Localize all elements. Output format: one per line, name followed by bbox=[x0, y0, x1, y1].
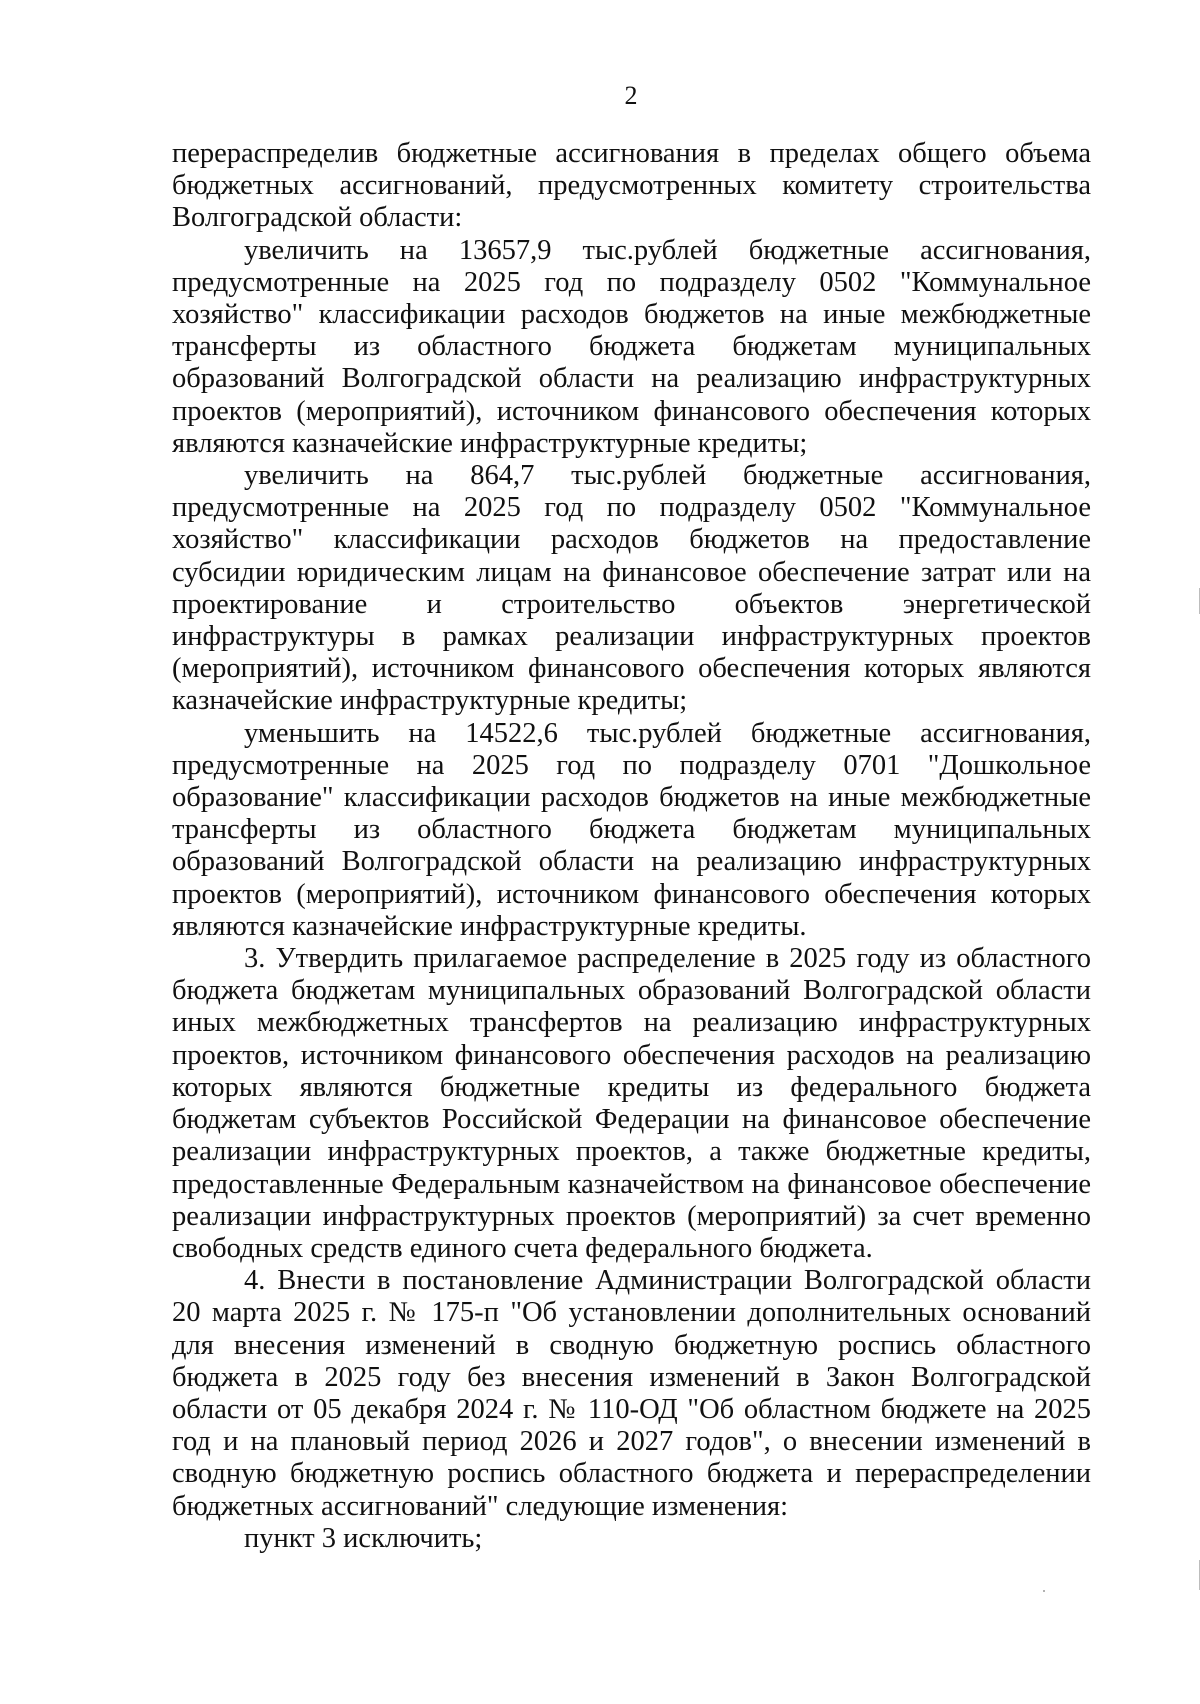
scan-speck bbox=[1043, 1590, 1045, 1592]
paragraph-reallocation-intro: перераспределив бюджетные ассигнования в пределах общего объема бюджетных ассигнований, предусмотренных комитету строительства Волгоградской области: bbox=[172, 138, 1091, 234]
paragraph-item-3: 3. Утвердить прилагаемое распределение в 2025 году из областного бюджета бюджетам муниципальных образований Волгоградской области иных межбюджетных трансфертов на реализацию инфраструктурных проектов, источником финансового обеспечения расходов на реализацию которых являются бюджетные кредиты из федерального бюджета бюджетам субъектов Российской Федерации на финансовое обеспечение реализации инфраструктурных проектов, а также бюджетные кредиты, предоставленные Федеральным казначейством на финансовое обеспечение реализации инфраструктурных проектов (мероприятий) за счет временно свободных средств единого счета федерального бюджета. bbox=[172, 943, 1091, 1264]
paragraph-increase-communal-subsidy: увеличить на 864,7 тыс.рублей бюджетные ассигнования, предусмотренные на 2025 год по подразделу 0502 "Коммунальное хозяйство" классификации расходов бюджетов на предоставление субсидии юридическим лицам на финансовое обеспечение затрат или на проектирование и строительство объектов энергетической инфраструктуры в рамках реализации инфраструктурных проектов (мероприятий), источником финансового обеспечения которых являются казначейские инфраструктурные кредиты; bbox=[172, 460, 1091, 717]
paragraph-exclude-point-3: пункт 3 исключить; bbox=[244, 1522, 483, 1554]
paragraph-increase-communal-transfers: увеличить на 13657,9 тыс.рублей бюджетные ассигнования, предусмотренные на 2025 год по подразделу 0502 "Коммунальное хозяйство" классификации расходов бюджетов на иные межбюджетные трансферты из областного бюджета бюджетам муниципальных образований Волгоградской области на реализацию инфраструктурных проектов (мероприятий), источником финансового обеспечения которых являются казначейские инфраструктурные кредиты; bbox=[172, 234, 1091, 459]
paragraph-item-4: 4. Внести в постановление Администрации Волгоградской области 20 марта 2025 г. № 175-п "Об установлении дополнительных оснований для внесения изменений в сводную бюджетную роспись областного бюджета в 2025 году без внесения изменений в Закон Волгоградской области от 05 декабря 2024 г. № 110-ОД "Об областном бюджете на 2025 год и на плановый период 2026 и 2027 годов", о внесении изменений в сводную бюджетную роспись областного бюджета и перераспределении бюджетных ассигнований" следующие изменения: bbox=[172, 1265, 1091, 1522]
paragraph-decrease-preschool: уменьшить на 14522,6 тыс.рублей бюджетные ассигнования, предусмотренные на 2025 год по подразделу 0701 "Дошкольное образование" классификации расходов бюджетов на иные межбюджетные трансферты из областного бюджета бюджетам муниципальных образований Волгоградской области на реализацию инфраструктурных проектов (мероприятий), источником финансового обеспечения которых являются казначейские инфраструктурные кредиты. bbox=[172, 717, 1091, 942]
document-body bbox=[172, 138, 1091, 1555]
page-number: 2 bbox=[624, 81, 638, 110]
